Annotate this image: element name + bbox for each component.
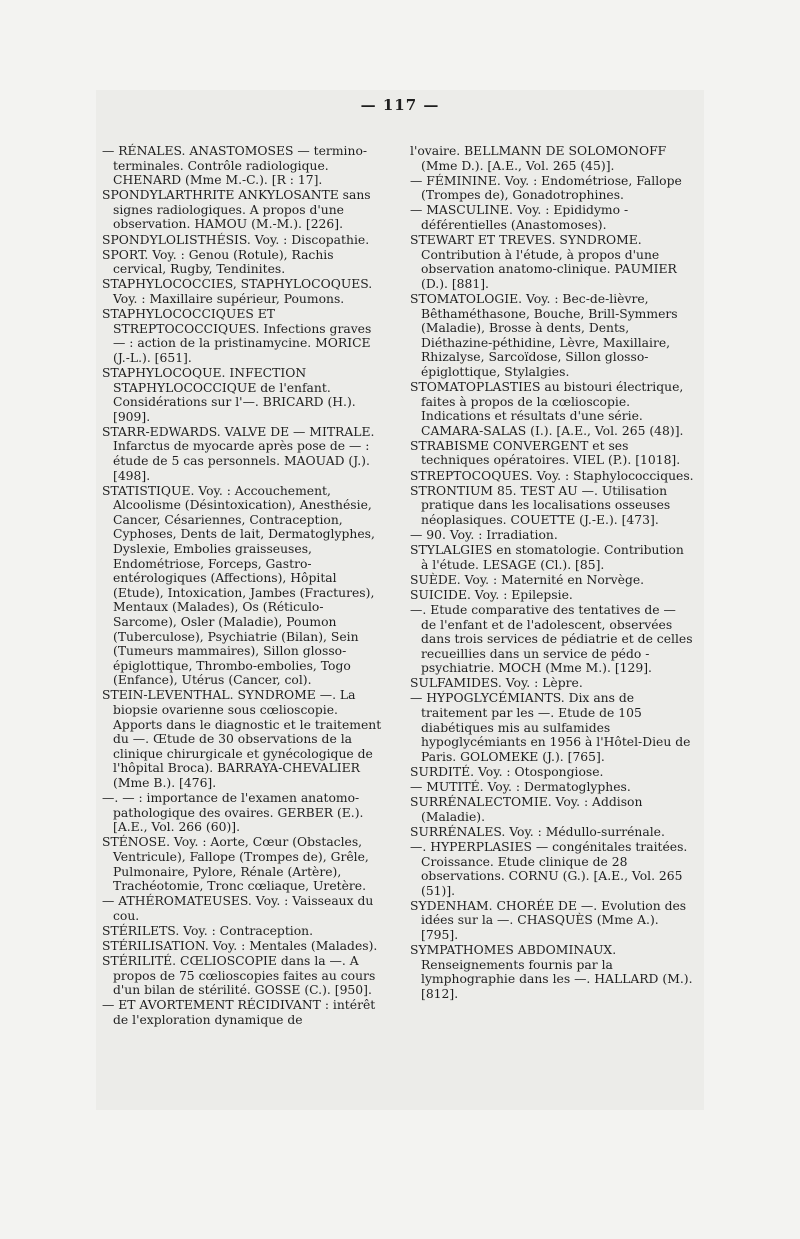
index-entry: STRONTIUM 85. TEST AU —. Utilisation pratique dans les localisations osseuses néoplasiques. COUETTE (J.-E.). [473]. <box>410 483 671 527</box>
index-entry: — 90. Voy. : Irradiation. <box>410 527 558 542</box>
index-entry: SPONDYLARTHRITE ANKYLOSANTE sans signes radiologiques. A propos d'une observation. HAMOU (M.-M.). [226]. <box>102 188 371 232</box>
index-entry: — MUTITÉ. Voy. : Dermatoglyphes. <box>410 780 631 795</box>
index-entry: —. — : importance de l'examen anatomo-pathologique des ovaires. GERBER (E.). [A.E., Vol. 266 (60)]. <box>102 791 364 835</box>
index-entry: SPORT. Voy. : Genou (Rotule), Rachis cervical, Rugby, Tendinites. <box>102 247 334 277</box>
index-entry: STRABISME CONVERGENT et ses techniques opératoires. VIEL (P.). [1018]. <box>410 438 681 468</box>
index-entry: —. HYPERPLASIES — congénitales traitées. Croissance. Etude clinique de 28 observations. CORNU (G.). [A.E., Vol. 265 (51)]. <box>410 839 688 898</box>
index-entry: — RÉNALES. ANASTOMOSES — termino-terminales. Contrôle radiologique. CHENARD (Mme M.-C.). [R : 17]. <box>102 144 368 188</box>
index-entry: STÉRILISATION. Voy. : Mentales (Malades). <box>102 939 378 954</box>
index-entry: — HYPOGLYCÉMIANTS. Dix ans de traitement par les —. Etude de 105 diabétiques mis au sulfamides hypoglycémiants en 1956 à l'Hôtel-Dieu de Paris. GOLOMEKE (J.). [765]. <box>410 691 691 764</box>
index-page <box>96 90 704 1110</box>
index-entry: SYDENHAM. CHORÉE DE —. Evolution des idées sur la —. CHASQUÈS (Mme A.). [795]. <box>410 898 687 942</box>
index-entry: l'ovaire. BELLMANN DE SOLOMONOFF (Mme D.). [A.E., Vol. 265 (45)]. <box>410 144 667 173</box>
index-entry: STAPHYLOCOCCIES, STAPHYLOCOQUES. Voy. : Maxillaire supérieur, Poumons. <box>102 277 373 306</box>
index-entry: SULFAMIDES. Voy. : Lèpre. <box>410 676 583 691</box>
index-entry: — MASCULINE. Voy. : Epididymo - déférentielles (Anastomoses). <box>410 203 629 232</box>
index-entry: STYLALGIES en stomatologie. Contribution à l'étude. LESAGE (Cl.). [85]. <box>410 543 684 572</box>
index-entry: STATISTIQUE. Voy. : Accouchement, Alcoolisme (Désintoxication), Anesthésie, Cancer, Césariennes, Contraception, Cyphoses, Dents de lait, Dermatoglyphes, Dyslexie, Embolies graisseuses, Endométriose, Forceps, Gastro-entérologiques (Affections), Hôpital (Etude), Intoxication, Jambes (Fractures), Mentaux (Malades), Os (Réticulo-Sarcome), Osler (Maladie), Poumon (Tuberculose), Psychiatrie (Bilan), Sein (Tumeurs mammaires), Sillon glosso-épiglottique, Thrombo-embolies, Togo (Enfance), Utérus (Cancer, col). <box>102 483 375 688</box>
index-entry: — ATHÉROMATEUSES. Voy. : Vaisseaux du cou. <box>102 894 374 923</box>
index-entry: —. Etude comparative des tentatives de — de l'enfant et de l'adolescent, observées dans trois services de pédiatrie et de celles recueillies dans un service de pédo - psychiatrie. MOCH (Mme M.). [129]. <box>410 602 693 676</box>
index-entry: — ET AVORTEMENT RÉCIDIVANT : intérêt de l'exploration dynamique de <box>102 998 376 1028</box>
index-entry: SURRÉNALECTOMIE. Voy. : Addison (Maladie). <box>410 795 643 824</box>
index-entry: STÉRILITÉ. CŒLIOSCOPIE dans la —. A propos de 75 cœlioscopies faites au cours d'un bilan de stérilité. GOSSE (C.). [950]. <box>102 954 376 998</box>
index-entry: STÉRILETS. Voy. : Contraception. <box>102 923 314 938</box>
index-entry: STAPHYLOCOCCIQUES ET STREPTOCOCCIQUES. Infections graves — : action de la pristinamycine. MORICE (J.-L.). [651]. <box>102 307 372 365</box>
index-entry: STÉNOSE. Voy. : Aorte, Cœur (Obstacles, Ventricule), Fallope (Trompes de), Grêle, Pulmonaire, Pylore, Rénale (Artère), Trachéotomie, Tronc cœliaque, Uretère. <box>102 835 369 894</box>
index-entry: STREPTOCOQUES. Voy. : Staphylococciques. <box>410 468 694 483</box>
index-entry: SUÈDE. Voy. : Maternité en Norvège. <box>410 572 645 587</box>
index-entry: SURDITÉ. Voy. : Otospongiose. <box>410 764 604 779</box>
page-number: — 117 — <box>360 96 440 114</box>
index-entry: — FÉMININE. Voy. : Endométriose, Fallope (Trompes de), Gonadotrophines. <box>410 173 682 203</box>
index-entry: SURRÉNALES. Voy. : Médullo-surrénale. <box>410 824 665 839</box>
index-entry: STAPHYLOCOQUE. INFECTION STAPHYLOCOCCIQUE de l'enfant. Considérations sur l'—. BRICARD (H.). [909]. <box>102 365 356 424</box>
index-entry: STEWART ET TREVES. SYNDROME. Contribution à l'étude, à propos d'une observation anatomo-clinique. PAUMIER (D.). [881]. <box>410 233 677 291</box>
index-entry: STOMATOLOGIE. Voy. : Bec-de-lièvre, Bêthaméthasone, Bouche, Brill-Symmers (Maladie), Brosse à dents, Dents, Diéthazine-péthidine, Lèvre, Maxillaire, Rhizalyse, Sarcoïdose, Sillon glosso-épiglottique, Stylalgies. <box>410 291 678 379</box>
index-entry: SPONDYLOLISTHÉSIS. Voy. : Discopathie. <box>102 232 370 247</box>
left-column <box>102 144 386 1028</box>
index-entry: SUICIDE. Voy. : Epilepsie. <box>410 587 573 602</box>
index-entry: SYMPATHOMES ABDOMINAUX. Renseignements fournis par la lymphographie dans les —. HALLARD (M.). [812]. <box>410 943 693 1001</box>
right-column <box>410 144 694 1002</box>
index-entry: STOMATOPLASTIES au bistouri électrique, faites à propos de la cœlioscopie. Indications et résultats d'une série. CAMARA-SALAS (I.). [A.E., Vol. 265 (48)]. <box>410 380 684 438</box>
index-entry: STARR-EDWARDS. VALVE DE — MITRALE. Infarctus de myocarde après pose de — : étude de 5 cas personnels. MAOUAD (J.). [498]. <box>102 424 375 483</box>
index-entry: STEIN-LEVENTHAL. SYNDROME —. La biopsie ovarienne sous cœlioscopie. Apports dans le diagnostic et le traitement du —. Œtude de 30 observations de la clinique chirurgicale et gynécologique de l'hôpital Broca). BARRAYA-CHEVALIER (Mme B.). [476]. <box>102 688 382 791</box>
